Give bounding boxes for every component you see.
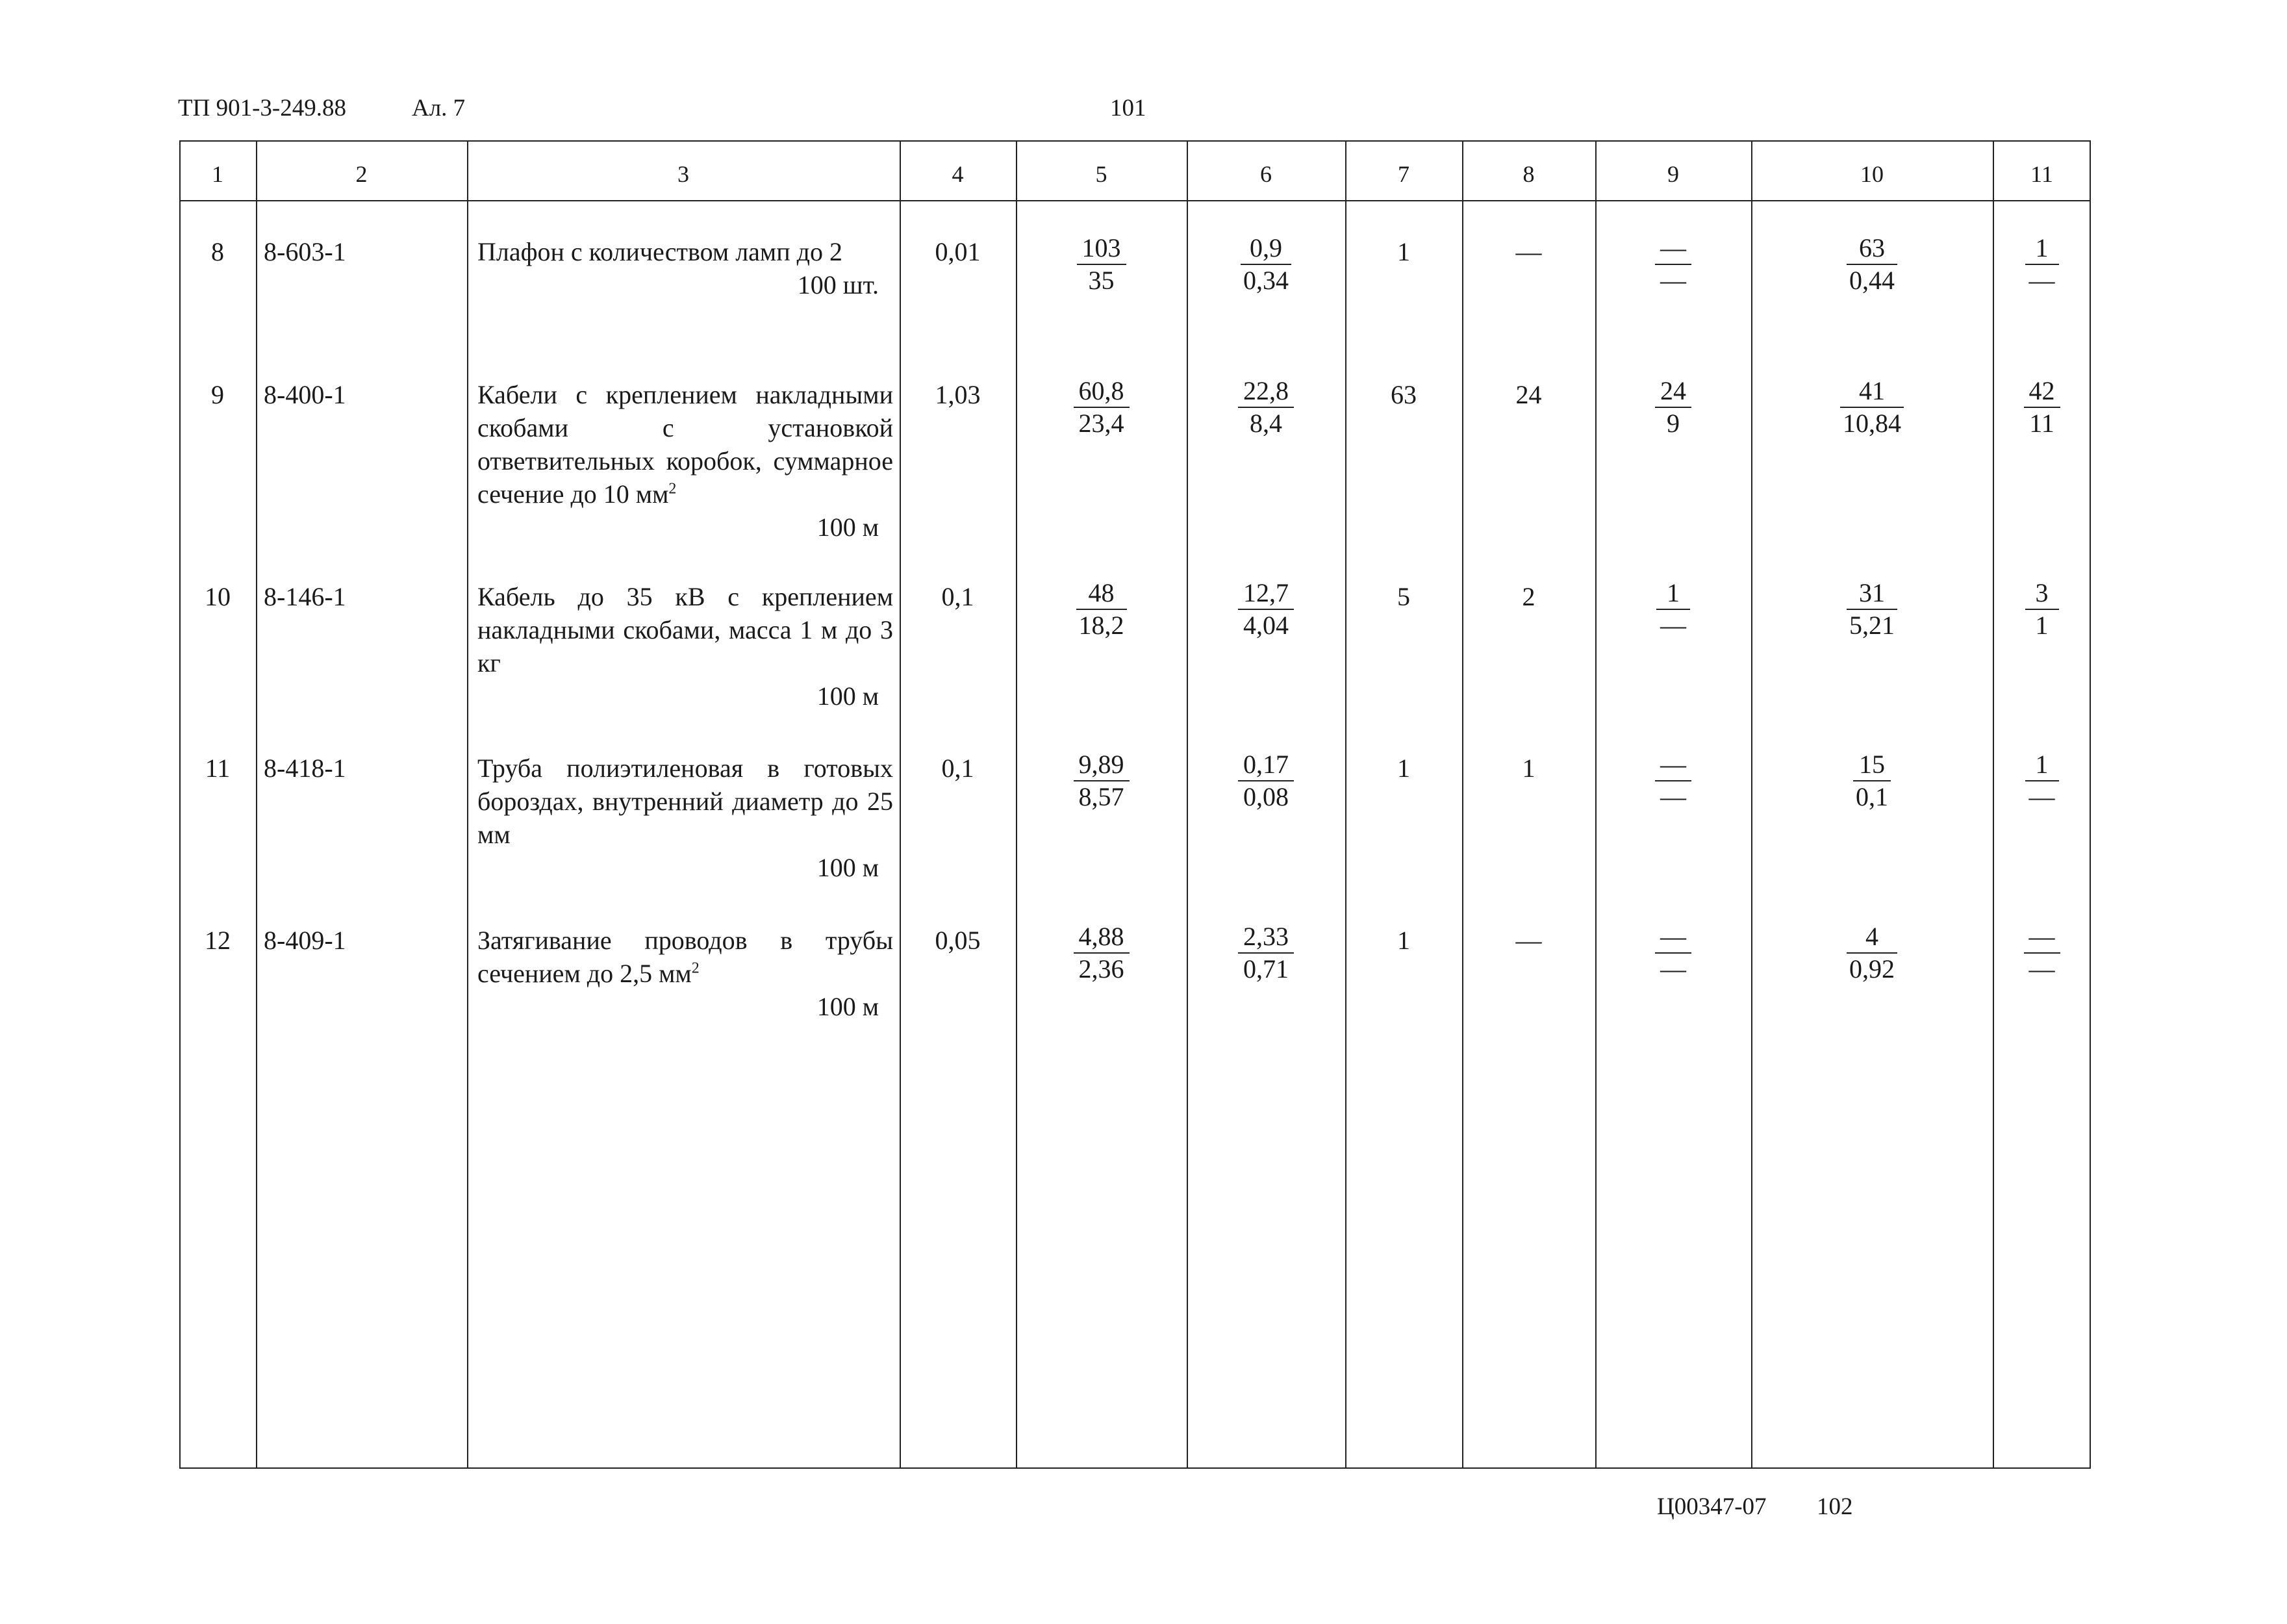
column-number: 4 [952,161,964,187]
description-main: Кабель до 35 кВ с креплением накладными скобами, масса 1 м до 3 кг [477,582,893,678]
fraction-denominator: — [1660,266,1686,295]
fraction-denominator: 0,44 [1849,266,1895,295]
col8-value: — [1515,926,1542,955]
norm-code: 8-400-1 [264,380,346,409]
quantity: 0,1 [941,582,974,611]
column-number: 7 [1398,161,1409,187]
col9-fraction-inner [1655,375,1691,439]
col6-fraction [1187,577,1345,641]
col10-fraction [1751,375,1993,439]
norm-code: 8-418-1 [264,754,346,783]
fraction-denominator: 1 [2035,611,2049,640]
norm-code: 8-409-1 [264,926,346,955]
col11-fraction [1993,375,2091,439]
description-superscript: 2 [668,480,677,498]
col9-fraction [1595,749,1751,813]
fraction-numerator: 15 [1859,750,1885,779]
col6-fraction-inner [1238,749,1294,813]
fraction-numerator: 4,88 [1078,922,1124,951]
work-description [477,580,893,713]
fraction-numerator: 24 [1660,376,1686,405]
fraction-numerator: 2,33 [1243,922,1289,951]
fraction-numerator: 1 [1667,578,1680,607]
fraction-denominator: 8,57 [1078,782,1124,811]
row-number: 9 [211,380,224,409]
col10-fraction [1751,749,1993,813]
col11-fraction [1993,921,2091,985]
fraction-denominator: 23,4 [1078,409,1124,438]
fraction-numerator: 60,8 [1078,376,1124,405]
column-number: 3 [677,161,689,187]
fraction-numerator: 41 [1859,376,1885,405]
col6-fraction [1187,375,1345,439]
fraction-numerator: 31 [1859,578,1885,607]
fraction-denominator: — [2028,782,2055,811]
col9-fraction [1595,577,1751,641]
column-divider [1462,140,1463,1469]
col11-fraction [1993,233,2091,296]
row-number: 10 [205,582,231,611]
row-number: 11 [205,754,231,783]
measure-unit: 100 м [816,992,879,1021]
column-number: 11 [2030,161,2053,187]
col11-fraction-inner [2024,375,2060,439]
col6-fraction-inner [1238,577,1294,641]
fraction-denominator: — [2028,266,2055,295]
fraction-denominator: 0,34 [1243,266,1289,295]
norm-code: 8-603-1 [264,237,346,266]
fraction-numerator: 1 [2035,750,2049,779]
col6-fraction [1187,233,1345,296]
fraction-denominator: 0,08 [1243,782,1289,811]
description-text [477,378,893,511]
col6-fraction-inner [1238,375,1294,439]
header-divider [179,200,2091,201]
fraction-numerator: 48 [1088,578,1115,607]
column-number: 10 [1860,161,1884,187]
fraction-numerator: — [1660,922,1686,951]
fraction-numerator: 12,7 [1243,578,1289,607]
col10-fraction-inner [1847,233,1897,296]
description-main: Плафон с количеством ламп до 2 [477,237,842,266]
document-code: ТП 901-3-249.88 [178,95,346,121]
fraction-numerator: 63 [1859,233,1885,262]
fraction-numerator: 42 [2028,376,2055,405]
col7-value: 1 [1397,926,1410,955]
col11-fraction-inner [2025,233,2059,296]
quantity: 0,01 [935,237,981,266]
col10-fraction-inner [1847,577,1897,641]
col10-fraction [1751,233,1993,296]
page-number: 101 [1110,95,1146,121]
col9-fraction [1595,375,1751,439]
column-divider [1345,140,1346,1469]
col7-value: 1 [1397,754,1410,783]
col10-fraction [1751,921,1993,985]
sheet-label: Ал. 7 [412,95,466,121]
column-divider [900,140,901,1469]
fraction-denominator: 35 [1088,266,1115,295]
col8-value: 2 [1522,582,1535,611]
measure-unit: 100 шт. [797,270,879,299]
col7-value: 63 [1391,380,1417,409]
col10-fraction-inner [1847,921,1897,985]
fraction-denominator: — [2028,954,2055,983]
fraction-numerator: 22,8 [1243,376,1289,405]
fraction-denominator: 9 [1667,409,1680,438]
fraction-denominator: 5,21 [1849,611,1895,640]
col10-fraction [1751,577,1993,641]
fraction-numerator: 4 [1865,922,1878,951]
fraction-numerator: 103 [1081,233,1121,262]
column-divider [256,140,257,1469]
column-number: 8 [1523,161,1535,187]
col9-fraction-inner [1655,749,1691,813]
fraction-denominator: 0,1 [1856,782,1888,811]
description-main: Затягивание проводов в трубы сечением до 2,5 мм [477,926,893,988]
fraction-denominator: — [1660,954,1686,983]
description-main: Кабели с креплением накладными скобами с установкой ответвительных коробок, суммарное сечение до 10 мм [477,380,893,509]
specification-table [179,140,2091,1469]
fraction-numerator: — [2028,922,2055,951]
col11-fraction [1993,577,2091,641]
column-number: 5 [1095,161,1107,187]
col9-fraction [1595,921,1751,985]
fraction-numerator: 9,89 [1078,750,1124,779]
fraction-denominator: 11 [2029,409,2054,438]
col9-fraction-inner [1655,233,1691,296]
fraction-denominator: 4,04 [1243,611,1289,640]
fraction-denominator: 18,2 [1078,611,1124,640]
col7-value: 1 [1397,237,1410,266]
fraction-denominator: 0,92 [1849,954,1895,983]
col5-fraction-inner [1074,749,1130,813]
col10-fraction-inner [1840,375,1904,439]
fraction-denominator: 8,4 [1250,409,1282,438]
col6-fraction-inner [1241,233,1291,296]
column-number: 6 [1260,161,1272,187]
col8-value: 24 [1515,380,1542,409]
column-number: 9 [1667,161,1679,187]
col11-fraction-inner [2024,921,2060,985]
measure-unit: 100 м [816,853,879,882]
description-main: Труба полиэтиленовая в готовых бороздах, внутренний диаметр до 25 мм [477,754,893,849]
col6-fraction [1187,749,1345,813]
col6-fraction [1187,921,1345,985]
fraction-numerator: 0,9 [1250,233,1282,262]
column-divider [467,140,468,1469]
description-text [477,235,893,268]
col5-fraction [1016,375,1187,439]
col5-fraction-inner [1074,921,1130,985]
col7-value: 5 [1397,582,1410,611]
footer-code: Ц00347-07 [1657,1493,1767,1520]
work-description [477,378,893,544]
col11-fraction-inner [2025,749,2059,813]
work-description [477,924,893,1023]
fraction-denominator: 2,36 [1078,954,1124,983]
fraction-denominator: — [1660,611,1686,640]
work-description [477,235,893,301]
quantity: 0,05 [935,926,981,955]
col9-fraction-inner [1656,577,1690,641]
description-text [477,580,893,679]
work-description [477,752,893,884]
col11-fraction-inner [2025,577,2059,641]
fraction-numerator: — [1660,233,1686,262]
description-text [477,924,893,990]
fraction-numerator: 0,17 [1243,750,1289,779]
footer-page-number: 102 [1817,1493,1853,1520]
fraction-denominator: 10,84 [1843,409,1901,438]
col5-fraction-inner [1076,577,1127,641]
col5-fraction [1016,577,1187,641]
quantity: 0,1 [941,754,974,783]
fraction-numerator: 1 [2035,233,2049,262]
col5-fraction-inner [1077,233,1126,296]
col9-fraction [1595,233,1751,296]
measure-unit: 100 м [816,681,879,711]
fraction-denominator: — [1660,782,1686,811]
col5-fraction [1016,233,1187,296]
col8-value: 1 [1522,754,1535,783]
col5-fraction [1016,921,1187,985]
col11-fraction [1993,749,2091,813]
fraction-denominator: 0,71 [1243,954,1289,983]
measure-unit: 100 м [816,513,879,542]
norm-code: 8-146-1 [264,582,346,611]
col8-value: — [1515,237,1542,266]
description-text [477,752,893,851]
column-number: 1 [212,161,223,187]
column-number: 2 [355,161,368,187]
description-superscript: 2 [691,959,700,977]
fraction-numerator: — [1660,750,1686,779]
col9-fraction-inner [1655,921,1691,985]
col6-fraction-inner [1238,921,1294,985]
row-number: 12 [205,926,231,955]
fraction-numerator: 3 [2035,578,2049,607]
quantity: 1,03 [935,380,981,409]
row-number: 8 [211,237,224,266]
col5-fraction [1016,749,1187,813]
col5-fraction-inner [1074,375,1130,439]
col10-fraction-inner [1853,749,1891,813]
